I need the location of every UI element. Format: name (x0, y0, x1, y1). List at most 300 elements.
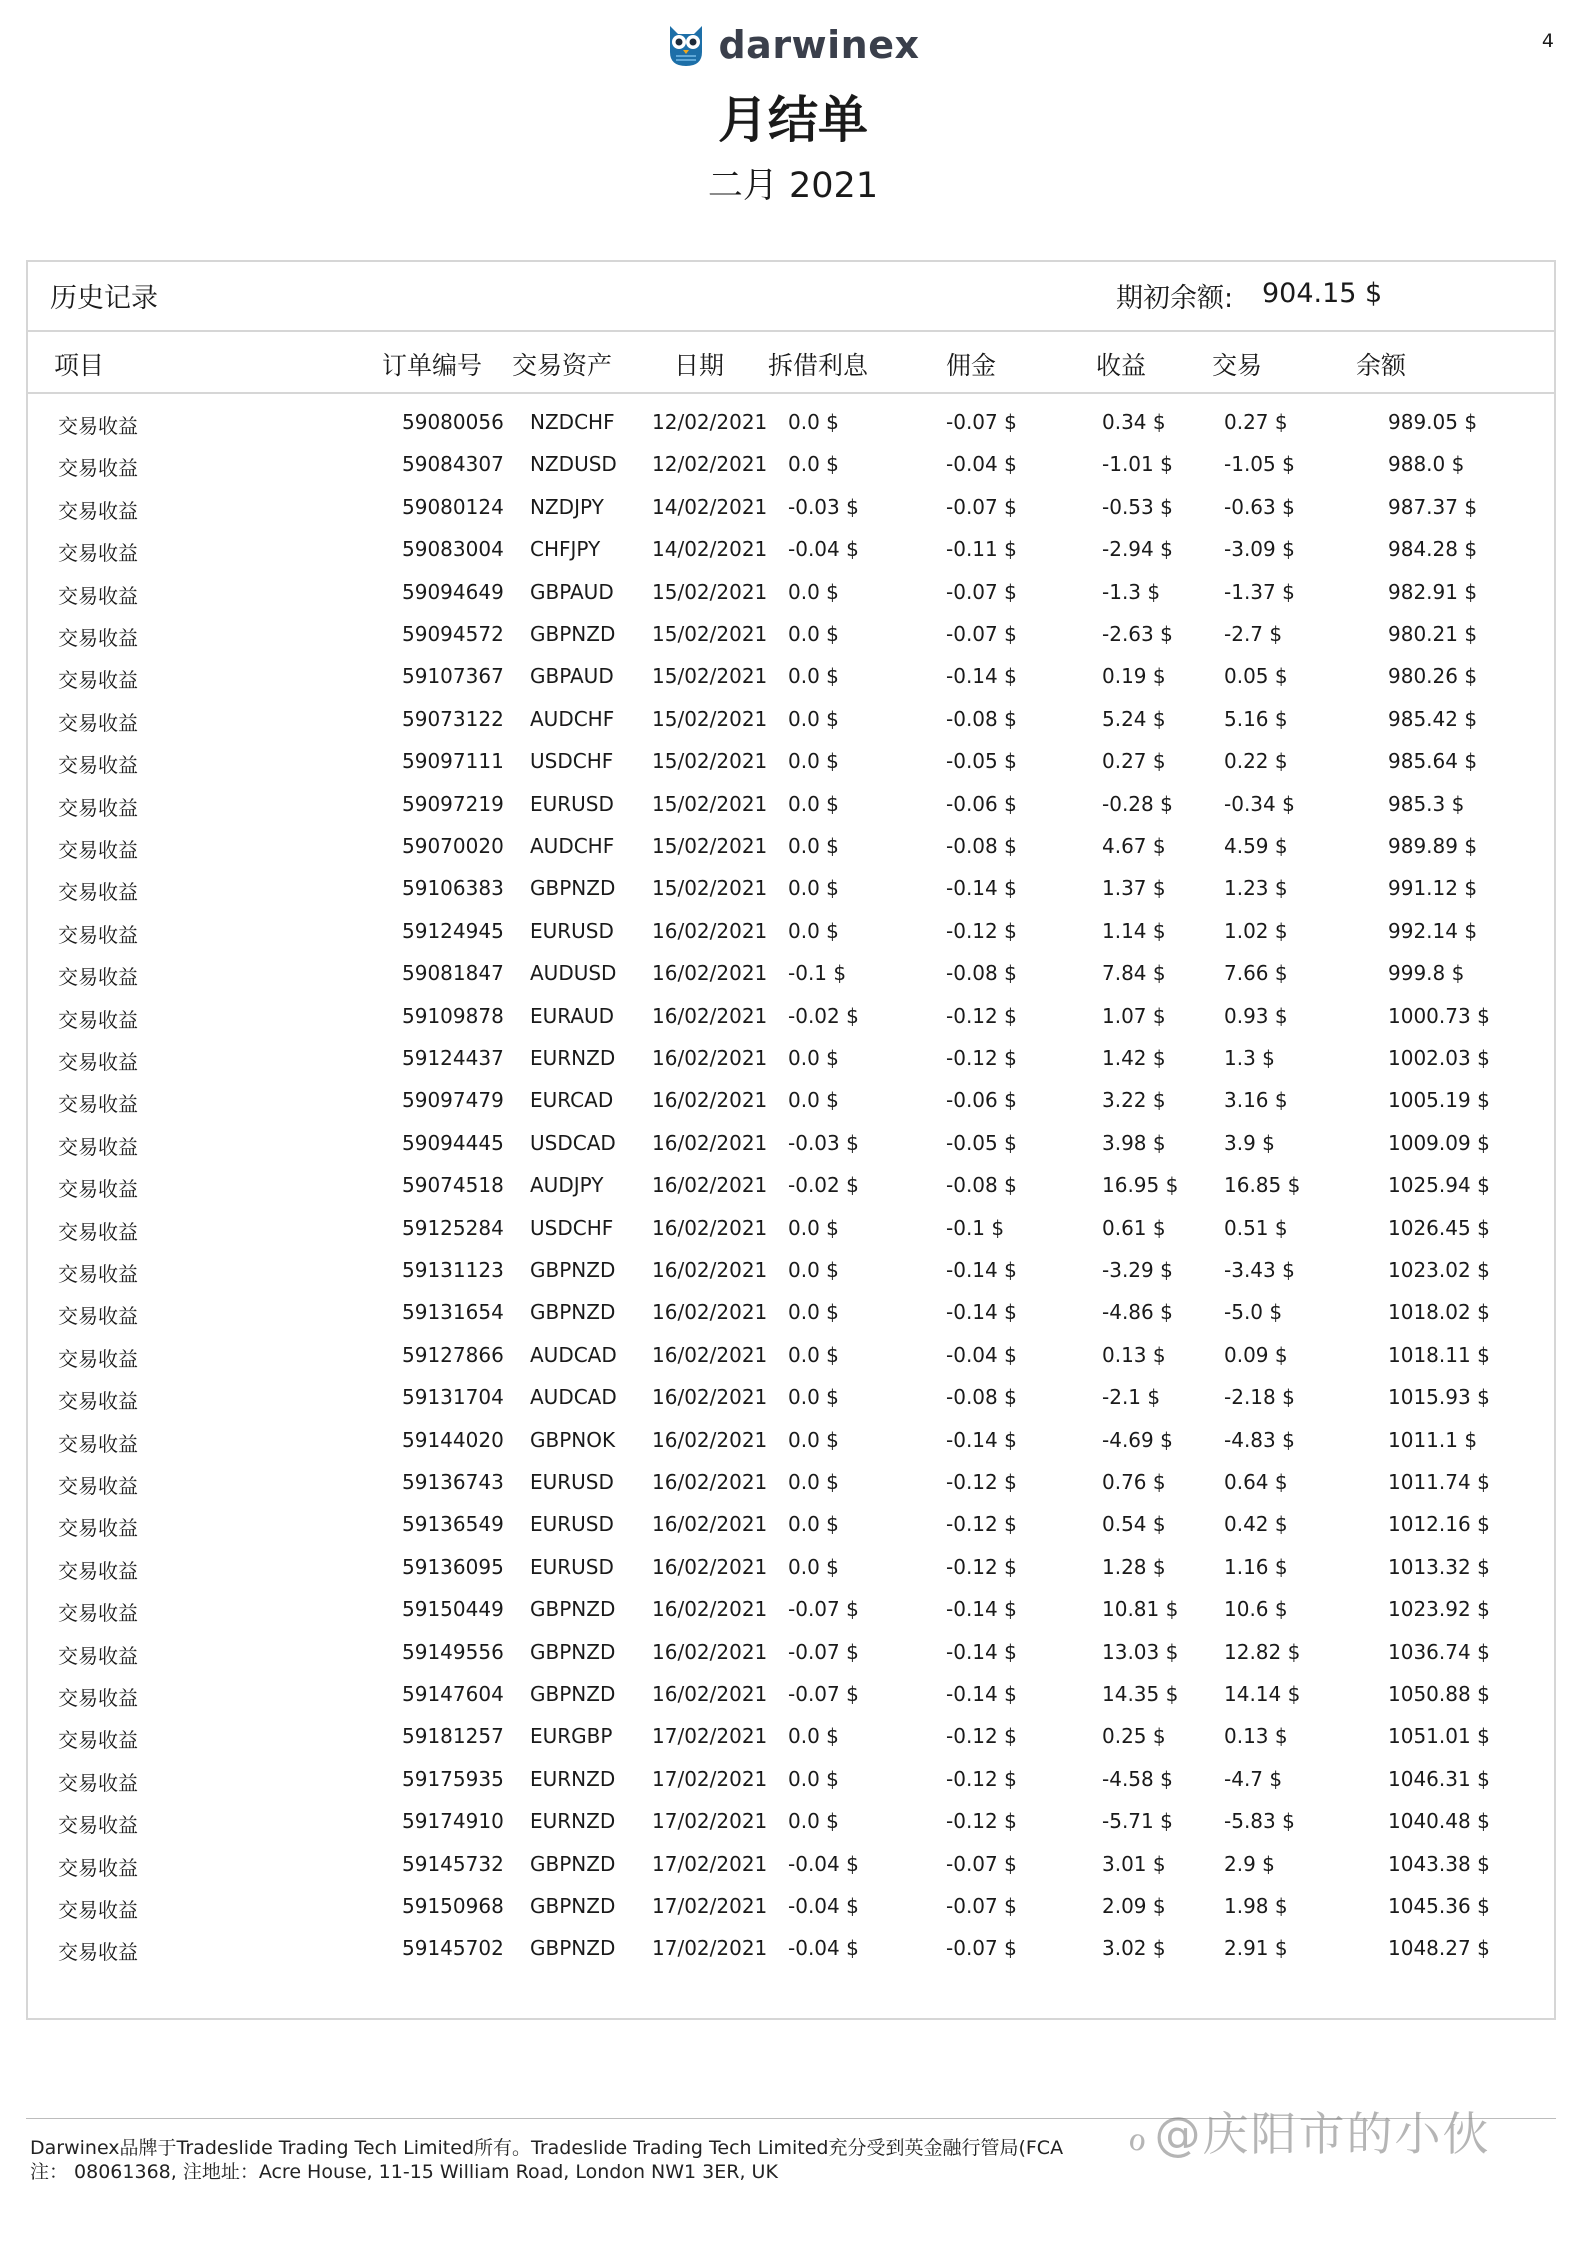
table-row (28, 743, 1554, 779)
item-cell: 交易收益 (58, 1558, 138, 1583)
order-number-cell: 59106383 (402, 876, 504, 901)
commission-cell: -0.14 $ (946, 1682, 1017, 1706)
balance-cell: 1026.45 $ (1388, 1215, 1490, 1240)
commission-cell: -0.05 $ (946, 749, 1017, 774)
profit-cell: 1.07 $ (1102, 1003, 1166, 1028)
table-row (28, 1888, 1554, 1924)
footer-line-2: 注： 08061368, 注地址：Acre House, 11-15 William Road, London NW1 3ER, UK (30, 2161, 778, 2183)
date-cell: 16/02/2021 (652, 1597, 768, 1622)
profit-cell: -1.3 $ (1102, 579, 1161, 604)
item-cell: 交易收益 (58, 1134, 138, 1159)
profit-cell: 4.67 $ (1102, 834, 1166, 858)
balance-cell: 985.3 $ (1388, 791, 1465, 816)
profit-cell: 1.28 $ (1102, 1554, 1166, 1579)
date-cell: 15/02/2021 (652, 706, 768, 731)
item-cell: 交易收益 (58, 965, 138, 990)
asset-cell: AUDJPY (530, 1173, 604, 1198)
page-number: 4 (1541, 30, 1554, 52)
table-row (28, 1422, 1554, 1458)
asset-cell: GBPNZD (530, 1894, 616, 1918)
table-row (28, 1379, 1554, 1415)
asset-cell: AUDCHF (530, 706, 615, 731)
commission-cell: -0.12 $ (946, 1512, 1017, 1537)
brand-name: darwinex (718, 23, 920, 67)
swap-cell: -0.07 $ (788, 1639, 859, 1664)
table-row (28, 955, 1554, 991)
balance-cell: 1051.01 $ (1388, 1724, 1490, 1749)
trade-cell: -4.83 $ (1224, 1427, 1295, 1452)
asset-cell: USDCHF (530, 749, 614, 774)
order-number-cell: 59131123 (402, 1258, 504, 1282)
swap-cell: 0.0 $ (788, 1809, 839, 1834)
date-cell: 16/02/2021 (652, 961, 768, 986)
swap-cell: 0.0 $ (788, 452, 839, 477)
table-row (28, 574, 1554, 610)
page-subtitle: 二月 2021 (707, 166, 879, 206)
swap-cell: 0.0 $ (788, 1385, 839, 1410)
commission-cell: -0.12 $ (946, 1554, 1017, 1579)
profit-cell: -5.71 $ (1102, 1809, 1173, 1834)
commission-cell: -0.14 $ (946, 1300, 1017, 1325)
date-cell: 17/02/2021 (652, 1724, 768, 1749)
commission-cell: -0.14 $ (946, 1258, 1017, 1282)
item-cell: 交易收益 (58, 1219, 138, 1244)
swap-cell: -0.02 $ (788, 1173, 859, 1198)
trade-cell: 0.42 $ (1224, 1512, 1288, 1537)
table-row (28, 1591, 1554, 1627)
balance-cell: 1023.92 $ (1388, 1597, 1490, 1622)
item-cell: 交易收益 (58, 1855, 138, 1880)
item-cell: 交易收益 (58, 710, 138, 735)
order-number-cell: 59097111 (402, 749, 504, 774)
asset-cell: GBPNZD (530, 622, 616, 646)
asset-cell: EURNZD (530, 1766, 616, 1791)
item-cell: 交易收益 (58, 1813, 138, 1838)
profit-cell: -2.63 $ (1102, 622, 1173, 646)
date-cell: 12/02/2021 (652, 410, 768, 434)
item-cell: 交易收益 (58, 1601, 138, 1626)
date-cell: 16/02/2021 (652, 1342, 768, 1367)
date-cell: 16/02/2021 (652, 1427, 768, 1452)
commission-cell: -0.04 $ (946, 1342, 1017, 1367)
table-row (28, 1634, 1554, 1670)
trade-cell: 7.66 $ (1224, 961, 1288, 986)
table-row (28, 913, 1554, 949)
item-cell: 交易收益 (58, 1686, 138, 1710)
brand-logo (0, 22, 1586, 68)
profit-cell: 0.61 $ (1102, 1215, 1166, 1240)
swap-cell: -0.07 $ (788, 1597, 859, 1622)
column-header: 项目 (54, 351, 105, 380)
balance-cell: 989.89 $ (1388, 834, 1478, 858)
watermark (1128, 2098, 1490, 2164)
order-number-cell: 59145702 (402, 1936, 504, 1961)
balance-cell: 1045.36 $ (1388, 1894, 1490, 1918)
order-number-cell: 59181257 (402, 1724, 504, 1749)
balance-cell: 1015.93 $ (1388, 1385, 1490, 1410)
trade-cell: -5.83 $ (1224, 1809, 1295, 1834)
date-cell: 17/02/2021 (652, 1936, 768, 1961)
column-header: 订单编号 (382, 351, 483, 380)
profit-cell: 0.54 $ (1102, 1512, 1166, 1537)
commission-cell: -0.1 $ (946, 1215, 1005, 1240)
date-cell: 16/02/2021 (652, 1173, 768, 1198)
profit-cell: 0.76 $ (1102, 1470, 1166, 1494)
table-row (28, 1549, 1554, 1585)
asset-cell: GBPNZD (530, 1851, 616, 1876)
item-cell: 交易收益 (58, 1389, 138, 1414)
asset-cell: EURGBP (530, 1724, 613, 1749)
date-cell: 16/02/2021 (652, 1470, 768, 1494)
profit-cell: 14.35 $ (1102, 1682, 1179, 1706)
table-row (28, 1210, 1554, 1246)
trade-cell: -4.7 $ (1224, 1766, 1283, 1791)
date-cell: 16/02/2021 (652, 1046, 768, 1070)
table-row (28, 1252, 1554, 1288)
trade-cell: 12.82 $ (1224, 1639, 1301, 1664)
trade-cell: 1.98 $ (1224, 1894, 1288, 1918)
asset-cell: NZDUSD (530, 452, 617, 477)
trade-cell: -5.0 $ (1224, 1300, 1283, 1325)
order-number-cell: 59107367 (402, 664, 504, 689)
commission-cell: -0.11 $ (946, 537, 1017, 562)
table-row (28, 870, 1554, 906)
order-number-cell: 59131704 (402, 1385, 504, 1410)
swap-cell: 0.0 $ (788, 706, 839, 731)
swap-cell: 0.0 $ (788, 579, 839, 604)
commission-cell: -0.07 $ (946, 410, 1017, 434)
swap-cell: -0.02 $ (788, 1003, 859, 1028)
asset-cell: GBPNZD (530, 1682, 616, 1706)
item-cell: 交易收益 (58, 1050, 138, 1074)
profit-cell: 3.22 $ (1102, 1088, 1166, 1113)
order-number-cell: 59081847 (402, 961, 504, 986)
profit-cell: 5.24 $ (1102, 706, 1166, 731)
asset-cell: EURUSD (530, 791, 614, 816)
balance-cell: 989.05 $ (1388, 410, 1478, 434)
balance-cell: 1018.11 $ (1388, 1342, 1490, 1367)
profit-cell: 13.03 $ (1102, 1639, 1179, 1664)
asset-cell: AUDCAD (530, 1342, 617, 1367)
table-row (28, 828, 1554, 864)
item-cell: 交易收益 (58, 414, 138, 438)
trade-cell: -3.43 $ (1224, 1258, 1295, 1282)
order-number-cell: 59073122 (402, 706, 504, 731)
swap-cell: 0.0 $ (788, 1512, 839, 1537)
asset-cell: EURUSD (530, 918, 614, 943)
item-cell: 交易收益 (58, 1940, 138, 1965)
date-cell: 17/02/2021 (652, 1809, 768, 1834)
balance-cell: 1005.19 $ (1388, 1088, 1490, 1113)
opening-balance-label: 期初余额: (1116, 283, 1234, 314)
table-row (28, 489, 1554, 525)
order-number-cell: 59150449 (402, 1597, 504, 1622)
item-cell: 交易收益 (58, 1092, 138, 1117)
date-cell: 17/02/2021 (652, 1766, 768, 1791)
asset-cell: GBPAUD (530, 579, 614, 604)
trade-cell: 2.9 $ (1224, 1851, 1275, 1876)
profit-cell: 0.25 $ (1102, 1724, 1166, 1749)
table-row (28, 1464, 1554, 1500)
profit-cell: 16.95 $ (1102, 1173, 1179, 1198)
date-cell: 14/02/2021 (652, 537, 768, 562)
profit-cell: -4.69 $ (1102, 1427, 1173, 1452)
table-row (28, 1125, 1554, 1161)
order-number-cell: 59127866 (402, 1342, 504, 1367)
profit-cell: 3.01 $ (1102, 1851, 1166, 1876)
item-cell: 交易收益 (58, 1643, 138, 1668)
asset-cell: EURAUD (530, 1003, 615, 1028)
trade-cell: 0.27 $ (1224, 410, 1288, 434)
order-number-cell: 59097479 (402, 1088, 504, 1113)
asset-cell: EURCAD (530, 1088, 614, 1113)
profit-cell: 0.19 $ (1102, 664, 1166, 689)
item-cell: 交易收益 (58, 1177, 138, 1202)
history-panel (26, 260, 1556, 2020)
trade-cell: 10.6 $ (1224, 1597, 1288, 1622)
date-cell: 16/02/2021 (652, 1003, 768, 1028)
trade-cell: -3.09 $ (1224, 537, 1295, 562)
asset-cell: USDCAD (530, 1130, 616, 1155)
balance-cell: 991.12 $ (1388, 876, 1478, 901)
date-cell: 16/02/2021 (652, 1682, 768, 1706)
order-number-cell: 59136095 (402, 1554, 504, 1579)
swap-cell: 0.0 $ (788, 1470, 839, 1494)
commission-cell: -0.08 $ (946, 961, 1017, 986)
order-number-cell: 59080124 (402, 494, 504, 519)
order-number-cell: 59094445 (402, 1130, 504, 1155)
item-cell: 交易收益 (58, 922, 138, 947)
order-number-cell: 59150968 (402, 1894, 504, 1918)
asset-cell: EURUSD (530, 1512, 614, 1537)
swap-cell: 0.0 $ (788, 1046, 839, 1070)
order-number-cell: 59175935 (402, 1766, 504, 1791)
asset-cell: EURUSD (530, 1470, 614, 1494)
profit-cell: 7.84 $ (1102, 961, 1166, 986)
commission-cell: -0.07 $ (946, 494, 1017, 519)
date-cell: 15/02/2021 (652, 791, 768, 816)
balance-cell: 1013.32 $ (1388, 1554, 1490, 1579)
date-cell: 16/02/2021 (652, 1130, 768, 1155)
commission-cell: -0.12 $ (946, 1046, 1017, 1070)
asset-cell: USDCHF (530, 1215, 614, 1240)
trade-cell: 1.16 $ (1224, 1554, 1288, 1579)
page-title: 月结单 (718, 91, 868, 149)
commission-cell: -0.07 $ (946, 622, 1017, 646)
asset-cell: AUDCHF (530, 834, 615, 858)
order-number-cell: 59109878 (402, 1003, 504, 1028)
date-cell: 15/02/2021 (652, 579, 768, 604)
item-cell: 交易收益 (58, 1007, 138, 1032)
date-cell: 15/02/2021 (652, 834, 768, 858)
profit-cell: 3.98 $ (1102, 1130, 1166, 1155)
profit-cell: -2.94 $ (1102, 537, 1173, 562)
profit-cell: 0.34 $ (1102, 410, 1166, 434)
date-cell: 16/02/2021 (652, 1639, 768, 1664)
balance-cell: 1046.31 $ (1388, 1766, 1490, 1791)
asset-cell: EURUSD (530, 1554, 614, 1579)
commission-cell: -0.07 $ (946, 1936, 1017, 1961)
order-number-cell: 59083004 (402, 537, 504, 562)
balance-cell: 1043.38 $ (1388, 1851, 1490, 1876)
item-cell: 交易收益 (58, 583, 138, 608)
balance-cell: 980.26 $ (1388, 664, 1478, 689)
table-row (28, 1167, 1554, 1203)
date-cell: 16/02/2021 (652, 1088, 768, 1113)
date-cell: 16/02/2021 (652, 1385, 768, 1410)
footer-line-1: Darwinex品牌于Tradeslide Trading Tech Limited所有。Tradeslide Trading Tech Limited充分受到英金融行管局(FCA (30, 2137, 1064, 2159)
order-number-cell: 59097219 (402, 791, 504, 816)
trade-cell: 0.09 $ (1224, 1342, 1288, 1367)
order-number-cell: 59136743 (402, 1470, 504, 1494)
swap-cell: 0.0 $ (788, 1300, 839, 1325)
balance-cell: 1048.27 $ (1388, 1936, 1490, 1961)
profit-cell: -2.1 $ (1102, 1385, 1161, 1410)
commission-cell: -0.07 $ (946, 1851, 1017, 1876)
swap-cell: -0.04 $ (788, 537, 859, 562)
swap-cell: 0.0 $ (788, 1554, 839, 1579)
commission-cell: -0.05 $ (946, 1130, 1017, 1155)
balance-cell: 982.91 $ (1388, 579, 1478, 604)
order-number-cell: 59147604 (402, 1682, 504, 1706)
item-cell: 交易收益 (58, 456, 138, 481)
commission-cell: -0.06 $ (946, 791, 1017, 816)
swap-cell: -0.04 $ (788, 1851, 859, 1876)
order-number-cell: 59149556 (402, 1639, 504, 1664)
item-cell: 交易收益 (58, 1346, 138, 1371)
balance-cell: 988.0 $ (1388, 452, 1465, 477)
profit-cell: 1.42 $ (1102, 1046, 1166, 1070)
balance-cell: 1040.48 $ (1388, 1809, 1490, 1834)
watermark-swirl-icon: ℴ (1128, 2114, 1149, 2160)
profit-cell: 3.02 $ (1102, 1936, 1166, 1961)
profit-cell: 10.81 $ (1102, 1597, 1179, 1622)
trade-cell: 5.16 $ (1224, 706, 1288, 731)
trade-cell: 1.23 $ (1224, 876, 1288, 901)
order-number-cell: 59124945 (402, 918, 504, 943)
commission-cell: -0.14 $ (946, 664, 1017, 689)
column-header: 日期 (674, 351, 725, 380)
commission-cell: -0.08 $ (946, 706, 1017, 731)
order-number-cell: 59145732 (402, 1851, 504, 1876)
item-cell: 交易收益 (58, 541, 138, 566)
commission-cell: -0.12 $ (946, 918, 1017, 943)
date-cell: 16/02/2021 (652, 1554, 768, 1579)
order-number-cell: 59174910 (402, 1809, 504, 1834)
table-row (28, 1294, 1554, 1330)
item-cell: 交易收益 (58, 1728, 138, 1753)
balance-cell: 1009.09 $ (1388, 1130, 1490, 1155)
trade-cell: -2.18 $ (1224, 1385, 1295, 1410)
swap-cell: 0.0 $ (788, 834, 839, 858)
order-number-cell: 59131654 (402, 1300, 504, 1325)
profit-cell: -1.01 $ (1102, 452, 1173, 477)
profit-cell: -0.53 $ (1102, 494, 1173, 519)
commission-cell: -0.14 $ (946, 1639, 1017, 1664)
trade-cell: 3.16 $ (1224, 1088, 1288, 1113)
commission-cell: -0.14 $ (946, 1427, 1017, 1452)
order-number-cell: 59094572 (402, 622, 504, 646)
swap-cell: 0.0 $ (788, 1215, 839, 1240)
commission-cell: -0.06 $ (946, 1088, 1017, 1113)
date-cell: 15/02/2021 (652, 876, 768, 901)
trade-cell: -1.05 $ (1224, 452, 1295, 477)
commission-cell: -0.08 $ (946, 1173, 1017, 1198)
order-number-cell: 59094649 (402, 579, 504, 604)
balance-cell: 985.42 $ (1388, 706, 1478, 731)
swap-cell: 0.0 $ (788, 1342, 839, 1367)
swap-cell: 0.0 $ (788, 1724, 839, 1749)
date-cell: 12/02/2021 (652, 452, 768, 477)
date-cell: 15/02/2021 (652, 664, 768, 689)
trade-cell: 0.93 $ (1224, 1003, 1288, 1028)
commission-cell: -0.08 $ (946, 1385, 1017, 1410)
column-header: 拆借利息 (768, 351, 869, 380)
item-cell: 交易收益 (58, 1898, 138, 1922)
table-row (28, 446, 1554, 482)
item-cell: 交易收益 (58, 880, 138, 905)
table-row (28, 1082, 1554, 1118)
column-header: 交易资产 (512, 351, 613, 380)
asset-cell: EURNZD (530, 1809, 616, 1834)
profit-cell: 1.37 $ (1102, 876, 1166, 901)
trade-cell: 0.05 $ (1224, 664, 1288, 689)
balance-cell: 1023.02 $ (1388, 1258, 1490, 1282)
table-row (28, 1761, 1554, 1797)
profit-cell: -3.29 $ (1102, 1258, 1173, 1282)
trade-cell: 1.3 $ (1224, 1046, 1275, 1070)
asset-cell: GBPNZD (530, 1639, 616, 1664)
table-row (28, 1506, 1554, 1542)
commission-cell: -0.12 $ (946, 1470, 1017, 1494)
asset-cell: GBPNZD (530, 1300, 616, 1325)
date-cell: 15/02/2021 (652, 622, 768, 646)
swap-cell: 0.0 $ (788, 749, 839, 774)
swap-cell: 0.0 $ (788, 1258, 839, 1282)
column-header: 收益 (1096, 351, 1147, 380)
asset-cell: AUDCAD (530, 1385, 617, 1410)
profit-cell: 1.14 $ (1102, 918, 1166, 943)
table-row (28, 701, 1554, 737)
asset-cell: GBPNZD (530, 876, 616, 901)
date-cell: 16/02/2021 (652, 1215, 768, 1240)
profit-cell: -4.58 $ (1102, 1766, 1173, 1791)
asset-cell: NZDCHF (530, 410, 615, 434)
order-number-cell: 59080056 (402, 410, 504, 434)
date-cell: 16/02/2021 (652, 918, 768, 943)
swap-cell: 0.0 $ (788, 791, 839, 816)
item-cell: 交易收益 (58, 498, 138, 523)
table-header (28, 330, 1554, 394)
profit-cell: 0.13 $ (1102, 1342, 1166, 1367)
swap-cell: -0.1 $ (788, 961, 847, 986)
table-row (28, 1676, 1554, 1712)
date-cell: 16/02/2021 (652, 1300, 768, 1325)
trade-cell: -1.37 $ (1224, 579, 1295, 604)
asset-cell: EURNZD (530, 1046, 616, 1070)
commission-cell: -0.12 $ (946, 1724, 1017, 1749)
commission-cell: -0.14 $ (946, 1597, 1017, 1622)
trade-cell: 0.64 $ (1224, 1470, 1288, 1494)
opening-balance-value: 904.15 $ (1262, 278, 1383, 309)
asset-cell: GBPNZD (530, 1597, 616, 1622)
commission-cell: -0.04 $ (946, 452, 1017, 477)
swap-cell: -0.07 $ (788, 1682, 859, 1706)
swap-cell: 0.0 $ (788, 1766, 839, 1791)
date-cell: 17/02/2021 (652, 1851, 768, 1876)
balance-cell: 1018.02 $ (1388, 1300, 1490, 1325)
order-number-cell: 59074518 (402, 1173, 504, 1198)
